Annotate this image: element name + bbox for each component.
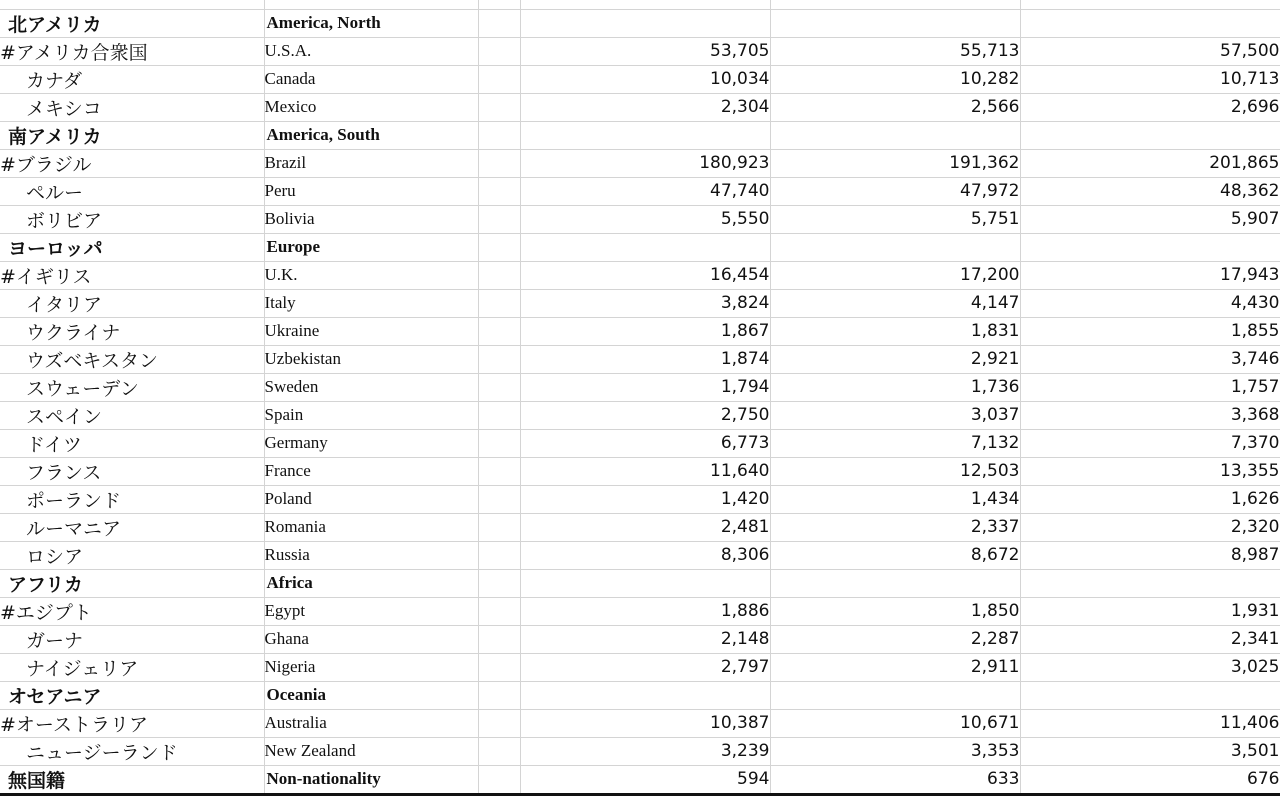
- cell-english-name[interactable]: Uzbekistan: [264, 345, 478, 373]
- cell-value-2[interactable]: 3,353: [770, 737, 1020, 765]
- cell-value-3[interactable]: 48,362: [1020, 177, 1280, 205]
- table-row: [0, 429, 1280, 457]
- cell-value-2[interactable]: 2,287: [770, 625, 1020, 653]
- cell-blank[interactable]: [478, 345, 520, 373]
- cell-blank[interactable]: [478, 457, 520, 485]
- cell-value-3[interactable]: 17,943: [1020, 261, 1280, 289]
- cell-value-2[interactable]: 1,850: [770, 597, 1020, 625]
- cell-value-1[interactable]: [520, 121, 770, 149]
- cell-value-1[interactable]: 2,148: [520, 625, 770, 653]
- table-row: [0, 65, 1280, 93]
- cell-japanese-name[interactable]: #エジプト: [0, 597, 264, 625]
- cell-value-1[interactable]: 2,750: [520, 401, 770, 429]
- cell-value-3[interactable]: 201,865: [1020, 149, 1280, 177]
- cell-value-3[interactable]: 3,746: [1020, 345, 1280, 373]
- cell-japanese-name[interactable]: スペイン: [0, 401, 264, 429]
- cell-value-2[interactable]: 12,503: [770, 457, 1020, 485]
- cell-value-3[interactable]: 57,500: [1020, 37, 1280, 65]
- table-row: [0, 737, 1280, 765]
- cell-japanese-name[interactable]: ウクライナ: [0, 317, 264, 345]
- cell-value-2[interactable]: 2,921: [770, 345, 1020, 373]
- cell-blank[interactable]: [478, 485, 520, 513]
- cell-japanese-name[interactable]: オセアニア: [0, 681, 264, 709]
- cell-value-3[interactable]: [1020, 9, 1280, 37]
- cell-english-name[interactable]: U.K.: [264, 261, 478, 289]
- cell-japanese-name[interactable]: #ブラジル: [0, 149, 264, 177]
- cell-value-2[interactable]: 191,362: [770, 149, 1020, 177]
- cell-value-3[interactable]: 2,341: [1020, 625, 1280, 653]
- table-row: [0, 653, 1280, 681]
- region-row: [0, 765, 1280, 794]
- table-cell[interactable]: [1020, 0, 1280, 9]
- table-row: [0, 541, 1280, 569]
- cell-value-1[interactable]: [520, 9, 770, 37]
- cell-japanese-name[interactable]: メキシコ: [0, 93, 264, 121]
- cell-japanese-name[interactable]: #イギリス: [0, 261, 264, 289]
- cell-value-2[interactable]: [770, 121, 1020, 149]
- cell-value-2[interactable]: 1,434: [770, 485, 1020, 513]
- cell-english-name[interactable]: America, North: [264, 9, 478, 37]
- table-row: [0, 37, 1280, 65]
- table-row: [0, 345, 1280, 373]
- cell-english-name[interactable]: America, South: [264, 121, 478, 149]
- cell-value-3[interactable]: 1,626: [1020, 485, 1280, 513]
- cell-japanese-name[interactable]: 無国籍: [0, 765, 264, 794]
- cell-value-1[interactable]: [520, 233, 770, 261]
- cell-blank[interactable]: [478, 513, 520, 541]
- cell-english-name[interactable]: Egypt: [264, 597, 478, 625]
- cell-blank[interactable]: [478, 317, 520, 345]
- cell-blank[interactable]: [478, 233, 520, 261]
- cell-value-1[interactable]: 1,867: [520, 317, 770, 345]
- cell-blank[interactable]: [478, 149, 520, 177]
- cell-english-name[interactable]: Europe: [264, 233, 478, 261]
- cell-english-name[interactable]: Non-nationality: [264, 765, 478, 794]
- cell-blank[interactable]: [478, 597, 520, 625]
- cell-value-3[interactable]: 10,713: [1020, 65, 1280, 93]
- cell-english-name[interactable]: Romania: [264, 513, 478, 541]
- region-row: [0, 569, 1280, 597]
- cell-value-1[interactable]: [520, 681, 770, 709]
- cell-value-2[interactable]: 10,671: [770, 709, 1020, 737]
- cell-value-1[interactable]: 1,420: [520, 485, 770, 513]
- cell-value-2[interactable]: 4,147: [770, 289, 1020, 317]
- cell-japanese-name[interactable]: #アメリカ合衆国: [0, 37, 264, 65]
- cell-english-name[interactable]: Russia: [264, 541, 478, 569]
- cell-value-2[interactable]: 1,831: [770, 317, 1020, 345]
- cell-value-3[interactable]: 1,757: [1020, 373, 1280, 401]
- cell-english-name[interactable]: Brazil: [264, 149, 478, 177]
- cell-blank[interactable]: [478, 37, 520, 65]
- cell-value-3[interactable]: 3,501: [1020, 737, 1280, 765]
- cell-value-1[interactable]: 5,550: [520, 205, 770, 233]
- cell-value-2[interactable]: 55,713: [770, 37, 1020, 65]
- cell-english-name[interactable]: Oceania: [264, 681, 478, 709]
- cell-value-3[interactable]: 7,370: [1020, 429, 1280, 457]
- cell-value-1[interactable]: 1,794: [520, 373, 770, 401]
- cell-blank[interactable]: [478, 429, 520, 457]
- cell-english-name[interactable]: New Zealand: [264, 737, 478, 765]
- cell-value-2[interactable]: 7,132: [770, 429, 1020, 457]
- cell-value-2[interactable]: 2,911: [770, 653, 1020, 681]
- cell-value-3[interactable]: 676: [1020, 765, 1280, 794]
- cell-value-3[interactable]: 1,855: [1020, 317, 1280, 345]
- cell-blank[interactable]: [478, 261, 520, 289]
- cell-blank[interactable]: [478, 205, 520, 233]
- cell-japanese-name[interactable]: カナダ: [0, 65, 264, 93]
- cell-blank[interactable]: [478, 541, 520, 569]
- cell-value-1[interactable]: 180,923: [520, 149, 770, 177]
- cell-value-2[interactable]: 47,972: [770, 177, 1020, 205]
- cell-value-3[interactable]: 3,368: [1020, 401, 1280, 429]
- table-row: [0, 401, 1280, 429]
- table-row: [0, 149, 1280, 177]
- cell-japanese-name[interactable]: ボリビア: [0, 205, 264, 233]
- cell-value-2[interactable]: [770, 569, 1020, 597]
- cell-value-1[interactable]: 1,874: [520, 345, 770, 373]
- cell-blank[interactable]: [478, 681, 520, 709]
- cell-value-2[interactable]: 5,751: [770, 205, 1020, 233]
- cell-value-1[interactable]: 2,481: [520, 513, 770, 541]
- cell-english-name[interactable]: Sweden: [264, 373, 478, 401]
- cell-english-name[interactable]: Bolivia: [264, 205, 478, 233]
- cell-value-1[interactable]: 16,454: [520, 261, 770, 289]
- cell-english-name[interactable]: Peru: [264, 177, 478, 205]
- table-row: [0, 261, 1280, 289]
- region-row: [0, 121, 1280, 149]
- table-row: [0, 317, 1280, 345]
- cell-value-3[interactable]: 8,987: [1020, 541, 1280, 569]
- cell-blank[interactable]: [478, 373, 520, 401]
- cell-value-1[interactable]: 3,824: [520, 289, 770, 317]
- cell-blank[interactable]: [478, 93, 520, 121]
- cell-blank[interactable]: [478, 653, 520, 681]
- cell-value-1[interactable]: 8,306: [520, 541, 770, 569]
- cell-blank[interactable]: [478, 401, 520, 429]
- cell-value-3[interactable]: [1020, 569, 1280, 597]
- cell-value-3[interactable]: [1020, 121, 1280, 149]
- cell-value-3[interactable]: 4,430: [1020, 289, 1280, 317]
- cell-value-3[interactable]: [1020, 233, 1280, 261]
- cell-english-name[interactable]: Ukraine: [264, 317, 478, 345]
- table-row: [0, 373, 1280, 401]
- cell-blank[interactable]: [478, 765, 520, 794]
- cell-value-2[interactable]: 3,037: [770, 401, 1020, 429]
- cell-value-1[interactable]: 6,773: [520, 429, 770, 457]
- cell-value-2[interactable]: 2,337: [770, 513, 1020, 541]
- cell-value-2[interactable]: [770, 9, 1020, 37]
- cell-japanese-name[interactable]: ナイジェリア: [0, 653, 264, 681]
- cell-value-1[interactable]: 10,387: [520, 709, 770, 737]
- cell-value-2[interactable]: 10,282: [770, 65, 1020, 93]
- cell-value-3[interactable]: 3,025: [1020, 653, 1280, 681]
- cell-japanese-name[interactable]: アフリカ: [0, 569, 264, 597]
- cell-value-1[interactable]: 47,740: [520, 177, 770, 205]
- region-row: [0, 233, 1280, 261]
- table-row: [0, 485, 1280, 513]
- cell-japanese-name[interactable]: スウェーデン: [0, 373, 264, 401]
- cell-blank[interactable]: [478, 569, 520, 597]
- cell-value-2[interactable]: 17,200: [770, 261, 1020, 289]
- cell-value-1[interactable]: 594: [520, 765, 770, 794]
- cell-blank[interactable]: [478, 121, 520, 149]
- cell-value-2[interactable]: 2,566: [770, 93, 1020, 121]
- cell-value-1[interactable]: 2,797: [520, 653, 770, 681]
- cell-japanese-name[interactable]: 南アメリカ: [0, 121, 264, 149]
- cell-japanese-name[interactable]: ウズベキスタン: [0, 345, 264, 373]
- table-cell[interactable]: [264, 0, 478, 9]
- cell-japanese-name[interactable]: 北アメリカ: [0, 9, 264, 37]
- cell-japanese-name[interactable]: ペルー: [0, 177, 264, 205]
- cell-value-2[interactable]: 8,672: [770, 541, 1020, 569]
- cell-english-name[interactable]: Australia: [264, 709, 478, 737]
- cell-blank[interactable]: [478, 9, 520, 37]
- cell-value-2[interactable]: 633: [770, 765, 1020, 794]
- cell-value-3[interactable]: 1,931: [1020, 597, 1280, 625]
- table-row: [0, 513, 1280, 541]
- cell-japanese-name[interactable]: イタリア: [0, 289, 264, 317]
- cell-value-2[interactable]: 1,736: [770, 373, 1020, 401]
- cell-value-2[interactable]: [770, 681, 1020, 709]
- table-cell[interactable]: [0, 0, 264, 9]
- table-cell[interactable]: [770, 0, 1020, 9]
- cell-value-2[interactable]: [770, 233, 1020, 261]
- cell-blank[interactable]: [478, 625, 520, 653]
- cell-japanese-name[interactable]: ロシア: [0, 541, 264, 569]
- cell-blank[interactable]: [478, 177, 520, 205]
- cell-value-1[interactable]: 11,640: [520, 457, 770, 485]
- table-row: [0, 709, 1280, 737]
- cell-japanese-name[interactable]: ニュージーランド: [0, 737, 264, 765]
- cell-english-name[interactable]: Italy: [264, 289, 478, 317]
- table-row: [0, 93, 1280, 121]
- region-row: [0, 9, 1280, 37]
- region-row: [0, 681, 1280, 709]
- cell-japanese-name[interactable]: ガーナ: [0, 625, 264, 653]
- cell-value-1[interactable]: 1,886: [520, 597, 770, 625]
- table-cell[interactable]: [520, 0, 770, 9]
- cell-value-3[interactable]: 2,696: [1020, 93, 1280, 121]
- table-row: [0, 177, 1280, 205]
- table-row: [0, 205, 1280, 233]
- cell-english-name[interactable]: U.S.A.: [264, 37, 478, 65]
- table-row-clipped: [0, 0, 1280, 9]
- cell-blank[interactable]: [478, 737, 520, 765]
- table-row: [0, 289, 1280, 317]
- cell-english-name[interactable]: Poland: [264, 485, 478, 513]
- cell-blank[interactable]: [478, 709, 520, 737]
- cell-japanese-name[interactable]: ポーランド: [0, 485, 264, 513]
- cell-value-1[interactable]: [520, 569, 770, 597]
- cell-english-name[interactable]: Africa: [264, 569, 478, 597]
- cell-japanese-name[interactable]: フランス: [0, 457, 264, 485]
- cell-japanese-name[interactable]: ドイツ: [0, 429, 264, 457]
- cell-english-name[interactable]: Nigeria: [264, 653, 478, 681]
- cell-japanese-name[interactable]: #オーストラリア: [0, 709, 264, 737]
- cell-japanese-name[interactable]: ヨーロッパ: [0, 233, 264, 261]
- cell-english-name[interactable]: Ghana: [264, 625, 478, 653]
- cell-value-1[interactable]: 10,034: [520, 65, 770, 93]
- cell-japanese-name[interactable]: ルーマニア: [0, 513, 264, 541]
- cell-value-1[interactable]: 2,304: [520, 93, 770, 121]
- cell-value-1[interactable]: 3,239: [520, 737, 770, 765]
- table-row: [0, 597, 1280, 625]
- table-row: [0, 457, 1280, 485]
- cell-english-name[interactable]: France: [264, 457, 478, 485]
- cell-value-3[interactable]: 2,320: [1020, 513, 1280, 541]
- cell-value-1[interactable]: 53,705: [520, 37, 770, 65]
- cell-value-3[interactable]: 13,355: [1020, 457, 1280, 485]
- table-row: [0, 625, 1280, 653]
- table-cell[interactable]: [478, 0, 520, 9]
- cell-blank[interactable]: [478, 289, 520, 317]
- cell-value-3[interactable]: 11,406: [1020, 709, 1280, 737]
- cell-english-name[interactable]: Canada: [264, 65, 478, 93]
- cell-value-3[interactable]: [1020, 681, 1280, 709]
- cell-english-name[interactable]: Mexico: [264, 93, 478, 121]
- cell-english-name[interactable]: Germany: [264, 429, 478, 457]
- cell-english-name[interactable]: Spain: [264, 401, 478, 429]
- cell-value-3[interactable]: 5,907: [1020, 205, 1280, 233]
- cell-blank[interactable]: [478, 65, 520, 93]
